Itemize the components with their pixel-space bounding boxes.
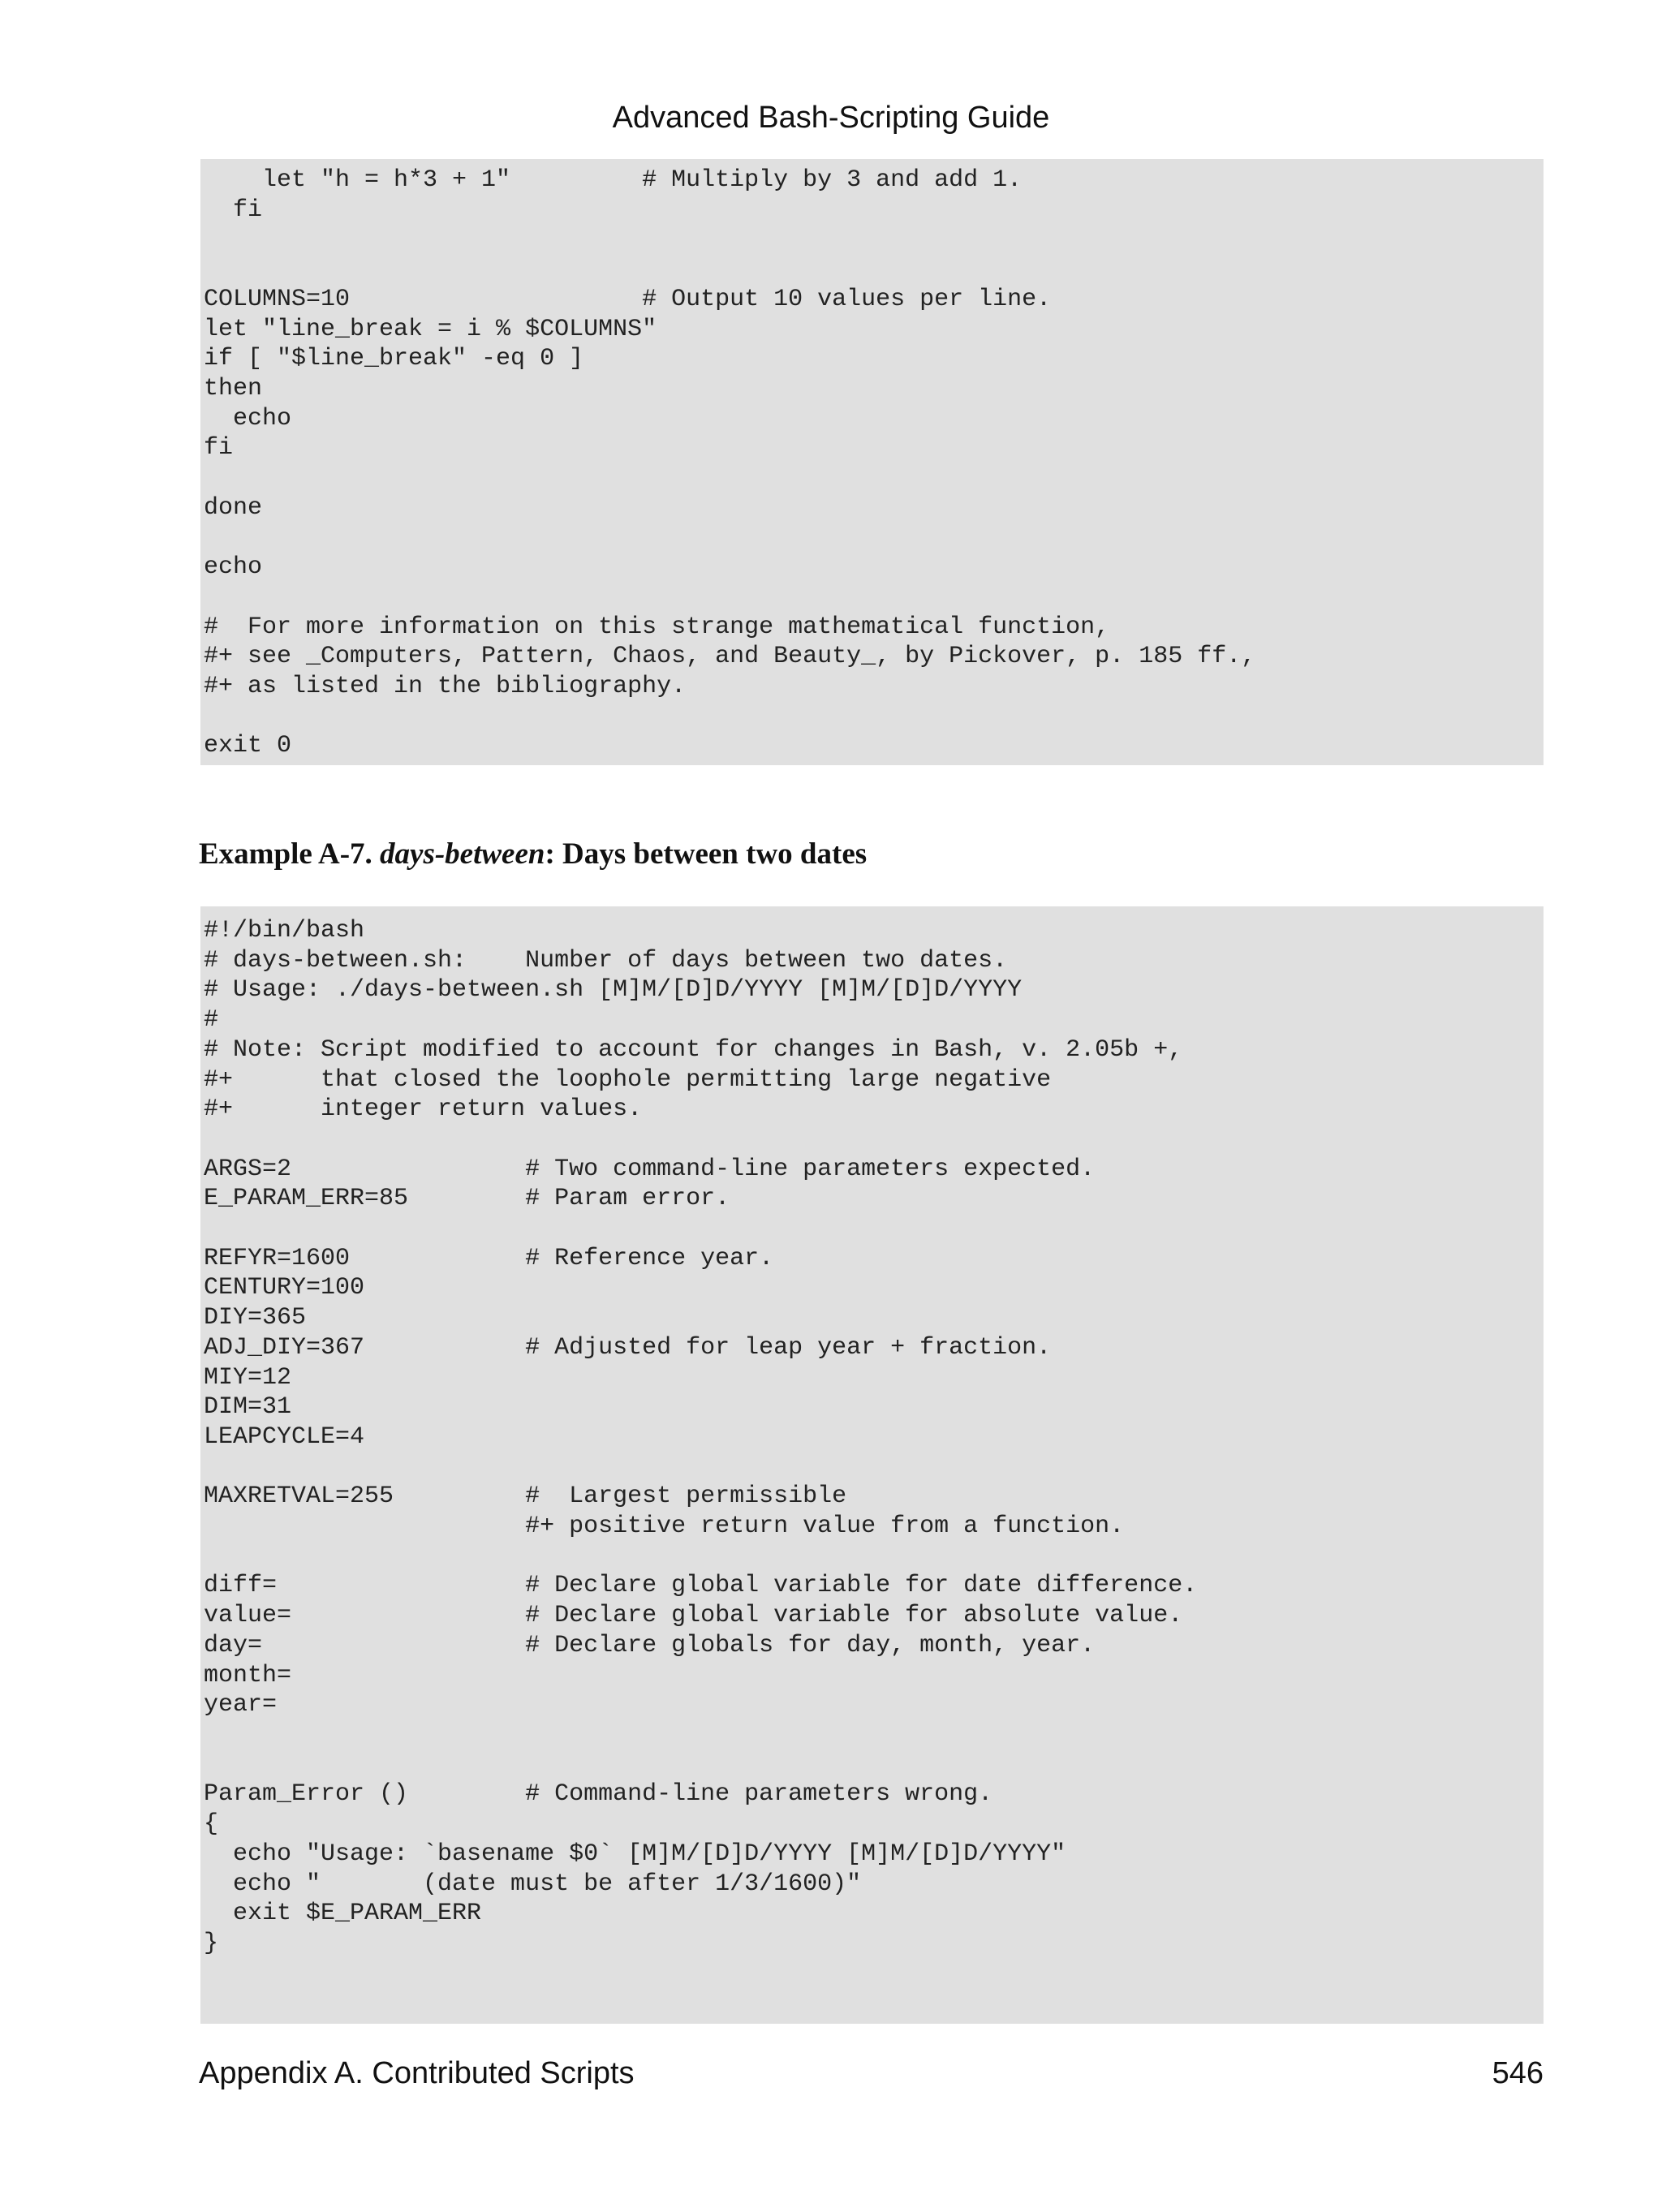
- code-line: CENTURY=100: [204, 1274, 365, 1302]
- code-line: # For more information on this strange mathematical function,: [204, 613, 1110, 641]
- code-line: day= # Declare globals for day, month, year.: [204, 1631, 1096, 1659]
- code-line: # days-between.sh: Number of days between two dates.: [204, 946, 1008, 975]
- code-line: exit $E_PARAM_ERR: [204, 1900, 482, 1928]
- code-line: #+ positive return value from a function.: [204, 1513, 1125, 1541]
- code-line: {: [204, 1810, 219, 1839]
- code-listing-continued: [200, 159, 1544, 765]
- code-line: MAXRETVAL=255 # Largest permissible: [204, 1483, 847, 1511]
- code-line: #: [204, 1006, 219, 1035]
- code-line: fi: [204, 196, 263, 224]
- code-line: let "line_break = i % $COLUMNS": [204, 315, 657, 343]
- code-line: # Usage: ./days-between.sh [M]M/[D]D/YYYY [M]M/[D]D/YYYY: [204, 976, 1023, 1005]
- example-label: Example A-7.: [199, 837, 372, 871]
- code-line: #+ see _Computers, Pattern, Chaos, and Beauty_, by Pickover, p. 185 ff.,: [204, 643, 1256, 671]
- example-title: [199, 837, 867, 872]
- code-line: echo: [204, 553, 263, 582]
- code-line: # Note: Script modified to account for changes in Bash, v. 2.05b +,: [204, 1035, 1183, 1064]
- code-line: echo " (date must be after 1/3/1600)": [204, 1870, 862, 1898]
- code-line: then: [204, 374, 263, 402]
- code-line: DIY=365: [204, 1304, 307, 1332]
- code-line: #+ integer return values.: [204, 1095, 643, 1124]
- code-listing-days-between: [200, 906, 1544, 2024]
- code-line: echo: [204, 404, 292, 433]
- footer-section-title: Appendix A. Contributed Scripts: [199, 2056, 635, 2090]
- code-line: echo "Usage: `basename $0` [M]M/[D]D/YYYY [M]M/[D]D/YYYY": [204, 1840, 1066, 1868]
- code-line: ARGS=2 # Two command-line parameters expected.: [204, 1155, 1096, 1183]
- code-line: E_PARAM_ERR=85 # Param error.: [204, 1185, 730, 1213]
- code-line: month=: [204, 1661, 292, 1689]
- running-header: Advanced Bash-Scripting Guide: [612, 101, 1050, 135]
- code-line: done: [204, 493, 263, 522]
- code-line: if [ "$line_break" -eq 0 ]: [204, 345, 584, 373]
- code-line: Param_Error () # Command-line parameters wrong.: [204, 1780, 993, 1809]
- footer-page-number: 546: [1492, 2056, 1544, 2090]
- code-line: #+ that closed the loophole permitting large negative: [204, 1065, 1052, 1094]
- code-line: MIY=12: [204, 1363, 292, 1392]
- code-line: ADJ_DIY=367 # Adjusted for leap year + fraction.: [204, 1333, 1052, 1362]
- code-line: LEAPCYCLE=4: [204, 1422, 365, 1451]
- code-line: fi: [204, 434, 234, 463]
- code-line: let "h = h*3 + 1" # Multiply by 3 and add 1.: [204, 166, 1023, 194]
- code-line: exit 0: [204, 732, 292, 760]
- code-line: COLUMNS=10 # Output 10 values per line.: [204, 285, 1052, 313]
- code-line: diff= # Declare global variable for date difference.: [204, 1572, 1198, 1600]
- example-script-name: days-between: [380, 837, 545, 871]
- code-line: #+ as listed in the bibliography.: [204, 672, 687, 700]
- example-description: : Days between two dates: [545, 837, 868, 871]
- code-line: value= # Declare global variable for absolute value.: [204, 1602, 1183, 1630]
- code-line: year=: [204, 1691, 278, 1719]
- code-line: }: [204, 1929, 219, 1957]
- code-line: REFYR=1600 # Reference year.: [204, 1244, 774, 1272]
- code-line: DIM=31: [204, 1393, 292, 1422]
- code-line: #!/bin/bash: [204, 917, 365, 945]
